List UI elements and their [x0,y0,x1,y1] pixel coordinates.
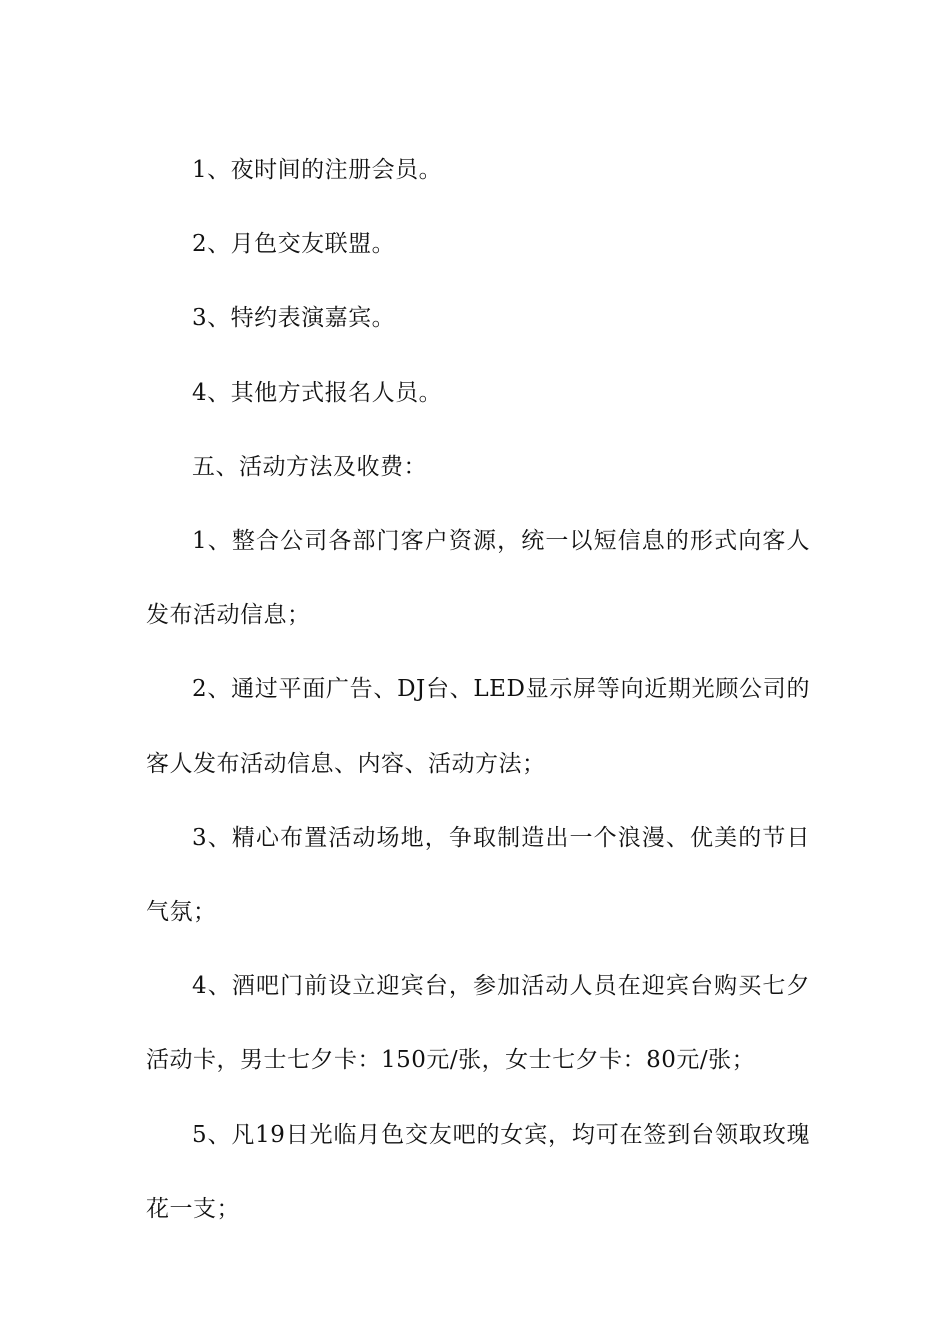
paragraph-other-signups: 4、其他方式报名人员。 [192,379,443,406]
paragraph-activity-cards: 4、酒吧门前设立迎宾台，参加活动人员在迎宾台购买七夕活动卡，男士七夕卡：150元/张，女士七夕卡：80元/张； [146,973,810,1074]
paragraph-sms-notice: 1、整合公司各部门客户资源，统一以短信息的形式向客人发布活动信息； [146,528,810,629]
paragraph-registered-members: 1、夜时间的注册会员。 [192,157,443,183]
document-body [146,133,810,1246]
paragraph-alliance: 2、月色交友联盟。 [192,231,396,258]
paragraph-rose-gift: 5、凡19日光临月色交友吧的女宾，均可在签到台领取玫瑰花一支； [146,1121,810,1222]
section-heading-methods-fees: 五、活动方法及收费： [192,453,427,480]
paragraph-guest-performers: 3、特约表演嘉宾。 [192,305,396,332]
paragraph-venue-decoration: 3、精心布置活动场地，争取制造出一个浪漫、优美的节日气氛； [146,824,810,926]
paragraph-advertising: 2、通过平面广告、DJ台、LED显示屏等向近期光顾公司的客人发布活动信息、内容、活动方法； [146,676,810,777]
